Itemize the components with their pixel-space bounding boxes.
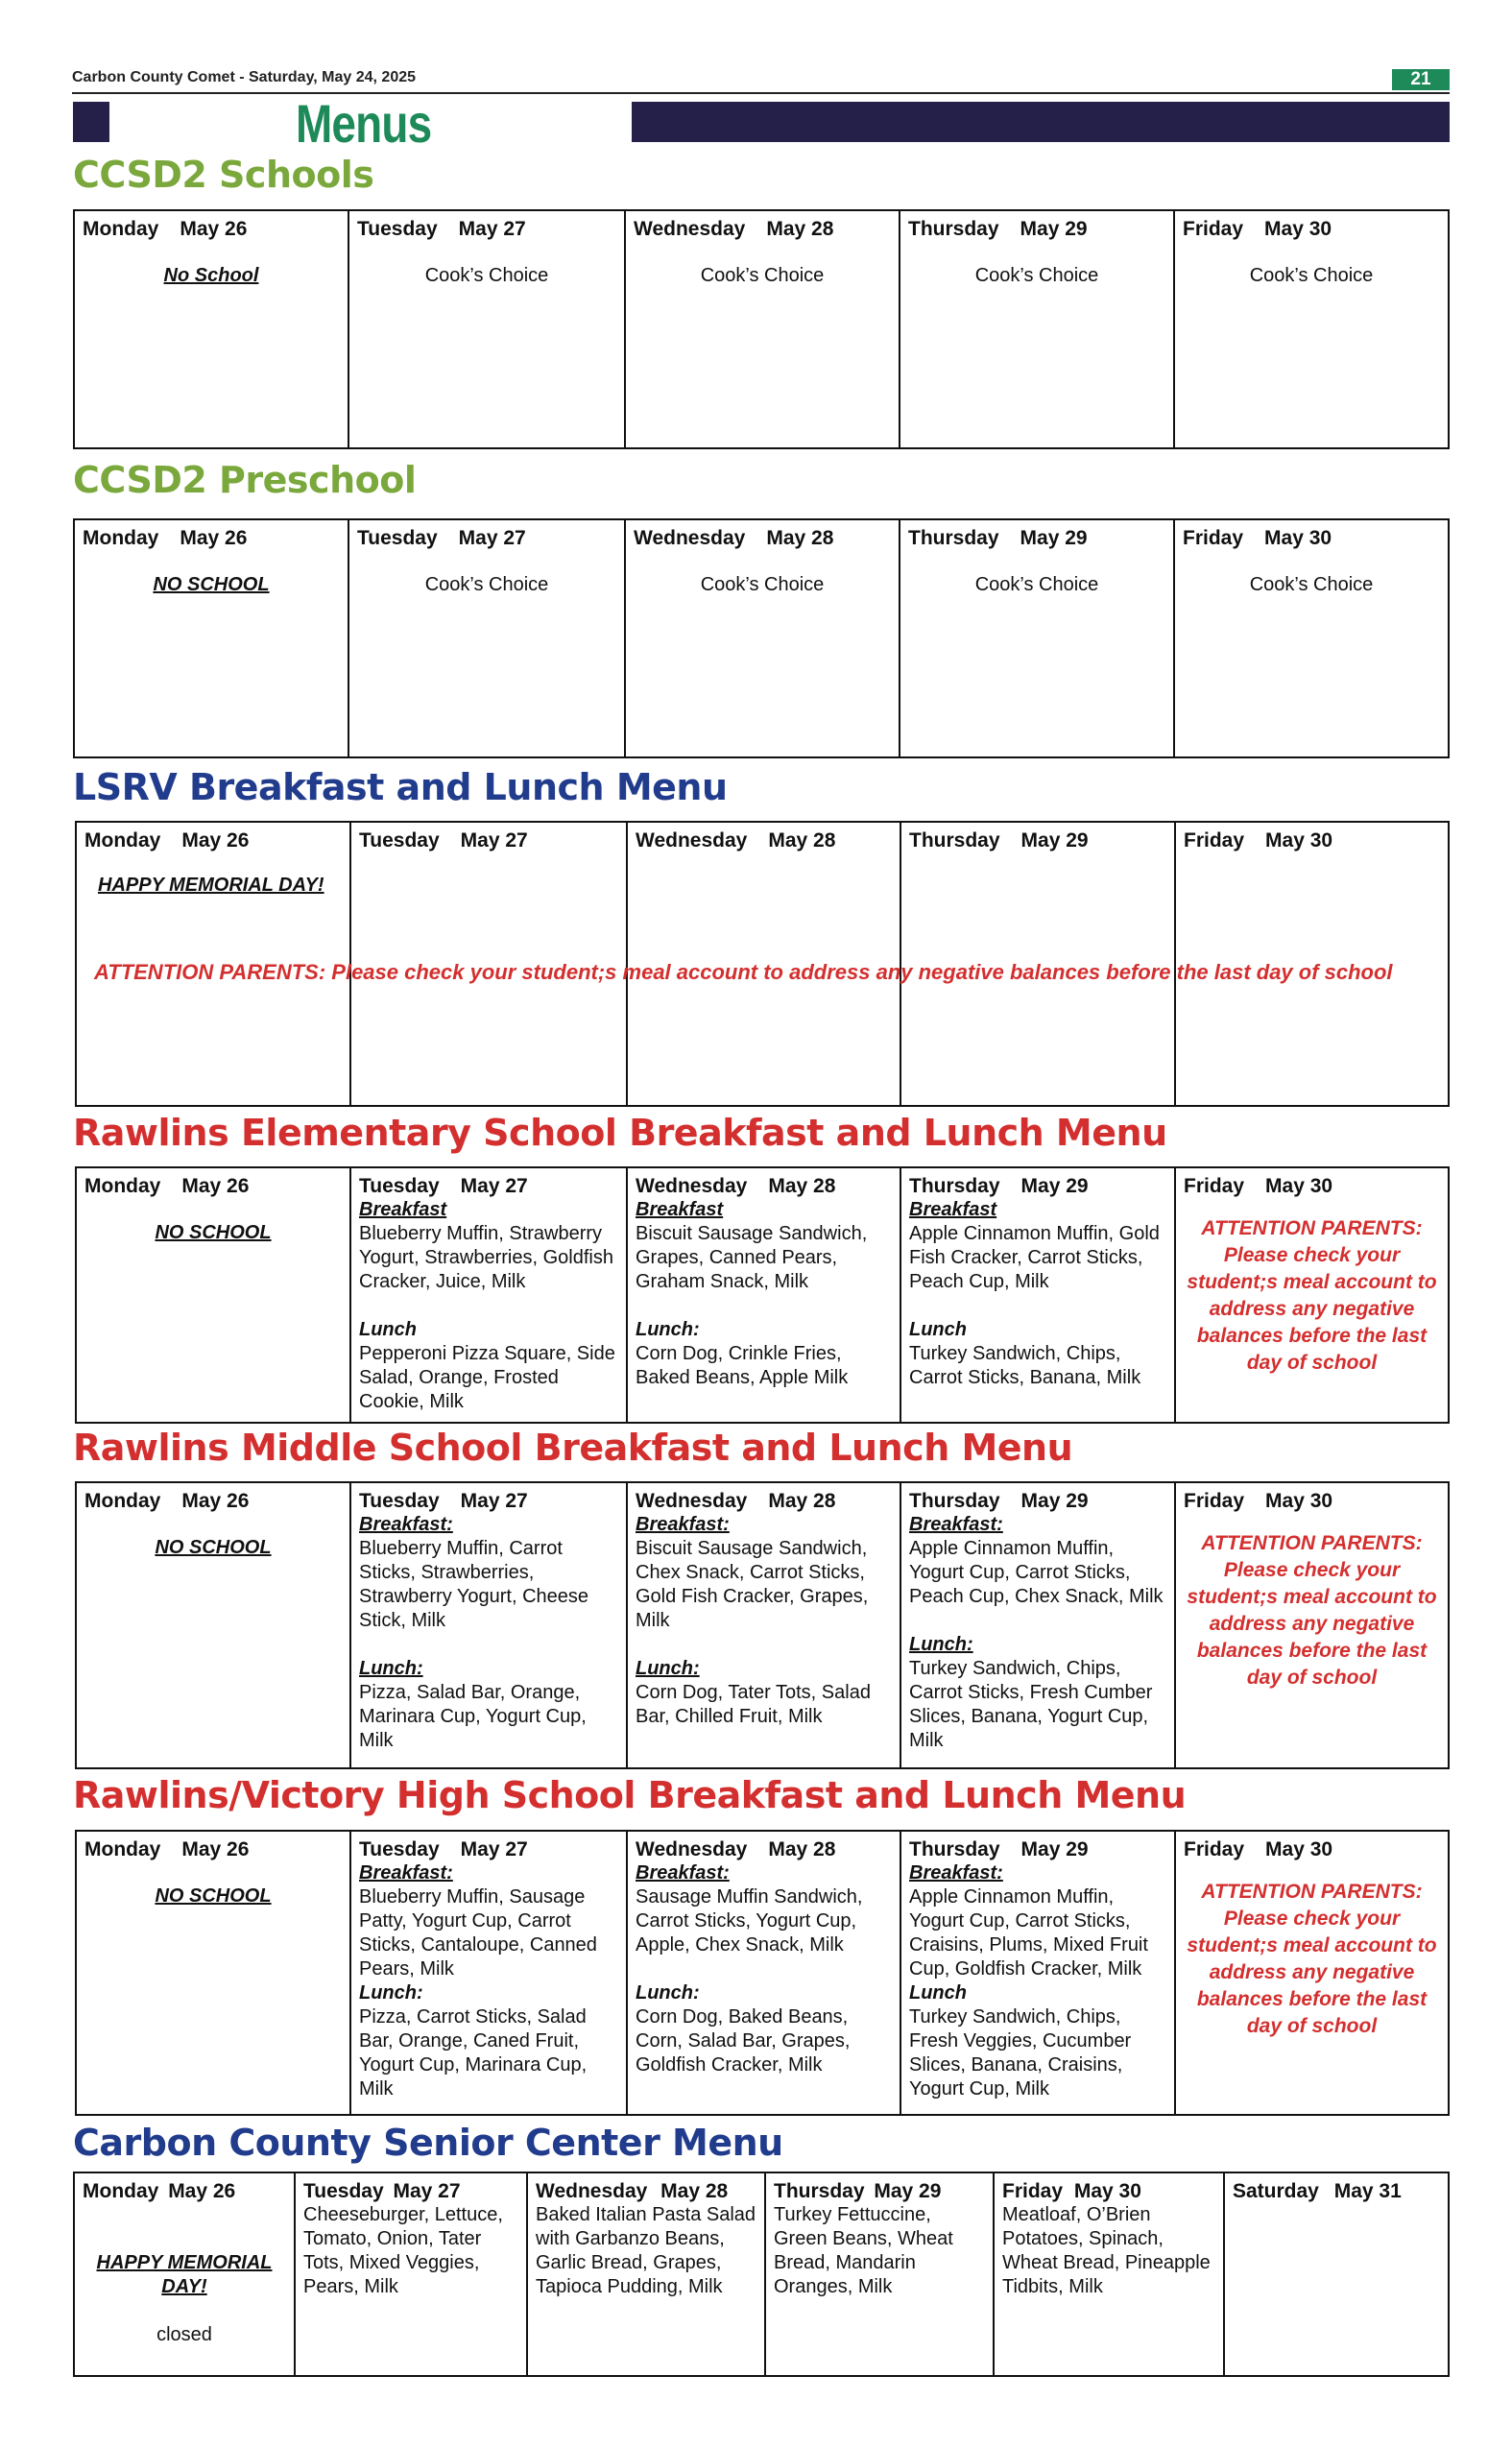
- lunch-label: Lunch:: [636, 1658, 700, 1679]
- breakfast-label: Breakfast:: [636, 1514, 730, 1535]
- day-cell: [901, 1832, 1176, 2114]
- day-cell: [75, 211, 349, 447]
- day-cell: [75, 520, 349, 756]
- lunch-items: Turkey Sandwich, Chips, Fresh Veggies, Cucumber Slices, Banana, Craisins, Yogurt Cup, Milk: [909, 2006, 1132, 2100]
- day-date: May 26: [180, 218, 248, 240]
- page-title: Menus: [296, 93, 432, 154]
- day-name: Friday: [1183, 218, 1244, 240]
- day-cell: [528, 2173, 766, 2375]
- attention-parents-note: ATTENTION PARENTS: Please check your student;s meal account to address any negative balances before the last day of school: [1187, 1881, 1437, 2037]
- menu-table-ccsd2-schools: [73, 209, 1450, 449]
- breakfast-items: Biscuit Sausage Sandwich, Chex Snack, Carrot Sticks, Gold Fish Cracker, Grapes, Milk: [636, 1538, 869, 1631]
- day-date: May 30: [1073, 2180, 1141, 2202]
- lunch-items: Corn Dog, Baked Beans, Corn, Salad Bar, Grapes, Goldfish Cracker, Milk: [636, 2006, 851, 2076]
- section-title-lsrv: LSRV Breakfast and Lunch Menu: [73, 766, 728, 808]
- breakfast-label: Breakfast:: [359, 1862, 453, 1884]
- title-bar-left: [73, 102, 109, 142]
- no-school-note: NO SCHOOL: [155, 1222, 272, 1243]
- menu-table-rawlins-elementary: [75, 1166, 1450, 1424]
- breakfast-items: Blueberry Muffin, Strawberry Yogurt, Strawberries, Goldfish Cracker, Juice, Milk: [359, 1223, 613, 1292]
- lunch-label: Lunch:: [636, 1319, 700, 1340]
- day-cell: [628, 1168, 901, 1422]
- breakfast-label: Breakfast:: [636, 1862, 730, 1884]
- lunch-label: Lunch:: [636, 1982, 700, 2004]
- day-name: Friday: [1184, 829, 1245, 852]
- day-date: May 26: [168, 2180, 236, 2202]
- day-name: Tuesday: [359, 829, 440, 852]
- section-title-senior-center: Carbon County Senior Center Menu: [73, 2122, 783, 2164]
- day-name: Tuesday: [357, 527, 438, 549]
- day-date: May 29: [1020, 1175, 1089, 1197]
- lunch-items: Turkey Sandwich, Chips, Carrot Sticks, Banana, Milk: [909, 1343, 1141, 1388]
- day-cell: [901, 1168, 1176, 1422]
- day-name: Thursday: [909, 1175, 1000, 1197]
- no-school-note: NO SCHOOL: [155, 1885, 272, 1907]
- day-date: May 26: [180, 527, 248, 549]
- menu-table-rawlins-middle: [75, 1481, 1450, 1769]
- day-name: Saturday: [1233, 2180, 1319, 2202]
- breakfast-label: Breakfast:: [909, 1514, 1003, 1535]
- day-name: Friday: [1183, 527, 1244, 549]
- day-date: May 30: [1265, 829, 1333, 852]
- publication-line: Carbon County Comet - Saturday, May 24, 2025: [72, 69, 417, 85]
- holiday-note: HAPPY MEMORIAL DAY!: [98, 875, 324, 896]
- day-name: Monday: [84, 1838, 161, 1860]
- day-cell: [1175, 211, 1448, 447]
- lunch-label: Lunch:: [359, 1982, 423, 2004]
- breakfast-items: Blueberry Muffin, Sausage Patty, Yogurt Cup, Carrot Sticks, Cantaloupe, Canned Pears, Milk: [359, 1886, 597, 1980]
- closed-note: closed: [156, 2324, 212, 2345]
- day-date: May 28: [766, 527, 834, 549]
- day-name: Monday: [83, 527, 159, 549]
- day-name: Tuesday: [357, 218, 438, 240]
- day-name: Thursday: [774, 2180, 865, 2202]
- day-cell: [766, 2173, 995, 2375]
- day-date: May 27: [460, 1838, 528, 1860]
- breakfast-items: Apple Cinnamon Muffin, Yogurt Cup, Carrot Sticks, Peach Cup, Chex Snack, Milk: [909, 1538, 1164, 1607]
- day-date: May 26: [181, 829, 250, 852]
- day-date: May 27: [460, 829, 528, 852]
- day-cell: [900, 211, 1175, 447]
- section-title-ccsd2-preschool: CCSD2 Preschool: [73, 459, 417, 501]
- day-name: Thursday: [909, 829, 1000, 852]
- day-cell: [901, 1483, 1176, 1767]
- day-name: Tuesday: [359, 1838, 440, 1860]
- day-date: May 27: [393, 2180, 461, 2202]
- menu-text: Baked Italian Pasta Salad with Garbanzo Beans, Garlic Bread, Grapes, Tapioca Pudding, Milk: [536, 2204, 756, 2297]
- day-name: Wednesday: [636, 1175, 748, 1197]
- holiday-note: HAPPY MEMORIAL DAY!: [96, 2252, 273, 2297]
- day-cell: [77, 1832, 351, 2114]
- menu-text: Turkey Fettuccine, Green Beans, Wheat Bread, Mandarin Oranges, Milk: [774, 2204, 953, 2297]
- breakfast-label: Breakfast: [359, 1199, 447, 1220]
- day-name: Friday: [1002, 2180, 1064, 2202]
- breakfast-label: Breakfast: [636, 1199, 724, 1220]
- day-date: May 30: [1265, 1838, 1333, 1860]
- breakfast-label: Breakfast:: [359, 1514, 453, 1535]
- day-cell: [995, 2173, 1225, 2375]
- day-name: Wednesday: [636, 1490, 748, 1512]
- menu-table-rawlins-high: [75, 1830, 1450, 2116]
- menu-text: Cook’s Choice: [1249, 574, 1374, 595]
- day-date: May 30: [1264, 527, 1332, 549]
- day-cell: [349, 520, 626, 756]
- attention-parents-note: ATTENTION PARENTS: Please check your student;s meal account to address any negative balances before the last day of school: [1187, 1532, 1437, 1689]
- day-name: Wednesday: [636, 1838, 748, 1860]
- day-name: Friday: [1184, 1838, 1245, 1860]
- menu-text: Cook’s Choice: [700, 574, 825, 595]
- day-name: Wednesday: [636, 829, 748, 852]
- lunch-items: Corn Dog, Crinkle Fries, Baked Beans, Apple Milk: [636, 1343, 849, 1388]
- menu-table-senior-center: [73, 2172, 1450, 2377]
- day-cell: [626, 520, 900, 756]
- day-date: May 28: [768, 1175, 836, 1197]
- day-cell: [1176, 1832, 1448, 2114]
- day-cell: [351, 1483, 628, 1767]
- day-name: Thursday: [908, 218, 999, 240]
- menu-text: Cook’s Choice: [1249, 265, 1374, 286]
- day-name: Monday: [83, 2180, 159, 2202]
- no-school-note: NO SCHOOL: [155, 1537, 272, 1558]
- day-cell: [75, 2173, 296, 2375]
- no-school-note: NO SCHOOL: [153, 574, 270, 595]
- day-date: May 29: [874, 2180, 942, 2202]
- day-date: May 30: [1265, 1175, 1333, 1197]
- lunch-label: Lunch: [359, 1319, 417, 1340]
- lunch-label: Lunch:: [909, 1634, 973, 1655]
- day-date: May 28: [768, 1838, 836, 1860]
- day-name: Tuesday: [359, 1175, 440, 1197]
- lunch-label: Lunch: [909, 1982, 967, 2004]
- day-date: May 29: [1020, 829, 1089, 852]
- day-cell: [1175, 520, 1448, 756]
- day-name: Monday: [84, 829, 161, 852]
- day-date: May 31: [1333, 2180, 1402, 2202]
- day-name: Tuesday: [303, 2180, 384, 2202]
- day-date: May 30: [1264, 218, 1332, 240]
- lunch-items: Pepperoni Pizza Square, Side Salad, Orange, Frosted Cookie, Milk: [359, 1343, 615, 1412]
- menu-text: Cook’s Choice: [974, 265, 1099, 286]
- section-title-rawlins-middle: Rawlins Middle School Breakfast and Lunch Menu: [73, 1427, 1073, 1469]
- day-cell: [626, 211, 900, 447]
- day-date: May 29: [1020, 218, 1088, 240]
- menu-text: Meatloaf, O’Brien Potatoes, Spinach, Wheat Bread, Pineapple Tidbits, Milk: [1002, 2204, 1211, 2297]
- day-cell: [1176, 1168, 1448, 1422]
- breakfast-items: Apple Cinnamon Muffin, Yogurt Cup, Carrot Sticks, Craisins, Plums, Mixed Fruit Cup, Goldfish Cracker, Milk: [909, 1886, 1148, 1980]
- lunch-label: Lunch: [909, 1319, 967, 1340]
- day-date: May 27: [460, 1175, 528, 1197]
- day-cell: [628, 1483, 901, 1767]
- masthead: [72, 69, 1450, 94]
- day-name: Monday: [84, 1490, 161, 1512]
- day-cell: [351, 1168, 628, 1422]
- day-name: Monday: [83, 218, 159, 240]
- day-cell: [77, 1168, 351, 1422]
- section-title-ccsd2-schools: CCSD2 Schools: [73, 154, 374, 196]
- day-cell: [900, 520, 1175, 756]
- day-name: Wednesday: [634, 527, 746, 549]
- section-title-rawlins-high: Rawlins/Victory High School Breakfast and Lunch Menu: [73, 1774, 1187, 1816]
- menu-text: Cook’s Choice: [974, 574, 1099, 595]
- lunch-label: Lunch:: [359, 1658, 423, 1679]
- lunch-items: Pizza, Salad Bar, Orange, Marinara Cup, Yogurt Cup, Milk: [359, 1682, 587, 1751]
- lunch-items: Turkey Sandwich, Chips, Carrot Sticks, Fresh Cumber Slices, Banana, Yogurt Cup, Milk: [909, 1658, 1153, 1751]
- no-school-note: No School: [163, 265, 259, 286]
- breakfast-items: Apple Cinnamon Muffin, Gold Fish Cracker, Carrot Sticks, Peach Cup, Milk: [909, 1223, 1160, 1292]
- menu-table-ccsd2-preschool: [73, 518, 1450, 758]
- attention-parents-note: ATTENTION PARENTS: Please check your student;s meal account to address any negative balances before the last day of school: [1187, 1217, 1437, 1374]
- lunch-items: Pizza, Carrot Sticks, Salad Bar, Orange, Caned Fruit, Yogurt Cup, Marinara Cup, Milk: [359, 2006, 588, 2100]
- day-date: May 28: [766, 218, 834, 240]
- day-cell: [628, 1832, 901, 2114]
- breakfast-items: Blueberry Muffin, Carrot Sticks, Strawberries, Strawberry Yogurt, Cheese Stick, Milk: [359, 1538, 589, 1631]
- title-bar-right: [632, 102, 1450, 142]
- day-date: May 27: [458, 218, 526, 240]
- menu-text: Cook’s Choice: [700, 265, 825, 286]
- day-cell: [1225, 2173, 1448, 2375]
- day-date: May 26: [181, 1490, 250, 1512]
- day-cell: [349, 211, 626, 447]
- day-date: May 29: [1020, 1490, 1089, 1512]
- day-date: May 27: [458, 527, 526, 549]
- day-date: May 27: [460, 1490, 528, 1512]
- day-name: Thursday: [908, 527, 999, 549]
- day-cell: [296, 2173, 528, 2375]
- breakfast-items: Biscuit Sausage Sandwich, Grapes, Canned Pears, Graham Snack, Milk: [636, 1223, 868, 1292]
- day-date: May 28: [768, 1490, 836, 1512]
- breakfast-label: Breakfast: [909, 1199, 997, 1220]
- menu-text: Cheeseburger, Lettuce, Tomato, Onion, Tater Tots, Mixed Veggies, Pears, Milk: [303, 2204, 503, 2297]
- menu-text: Cook’s Choice: [424, 574, 549, 595]
- section-title-rawlins-elementary: Rawlins Elementary School Breakfast and Lunch Menu: [73, 1112, 1167, 1154]
- menu-text: Cook’s Choice: [424, 265, 549, 286]
- attention-parents-banner: ATTENTION PARENTS: Please check your student;s meal account to address any negative balances before the last day of school: [94, 960, 1393, 984]
- day-name: Friday: [1184, 1490, 1245, 1512]
- day-name: Wednesday: [634, 218, 746, 240]
- day-cell: [77, 1483, 351, 1767]
- day-name: Monday: [84, 1175, 161, 1197]
- day-cell: [1176, 1483, 1448, 1767]
- day-date: May 26: [181, 1838, 250, 1860]
- day-name: Wednesday: [536, 2180, 648, 2202]
- day-cell: [351, 1832, 628, 2114]
- day-name: Tuesday: [359, 1490, 440, 1512]
- day-name: Friday: [1184, 1175, 1245, 1197]
- day-date: May 26: [181, 1175, 250, 1197]
- day-name: Thursday: [909, 1490, 1000, 1512]
- day-name: Thursday: [909, 1838, 1000, 1860]
- breakfast-items: Sausage Muffin Sandwich, Carrot Sticks, Yogurt Cup, Apple, Chex Snack, Milk: [636, 1886, 863, 1956]
- day-date: May 28: [660, 2180, 729, 2202]
- page-number: 21: [1392, 69, 1450, 90]
- day-date: May 29: [1020, 527, 1088, 549]
- day-date: May 29: [1020, 1838, 1089, 1860]
- day-date: May 28: [768, 829, 836, 852]
- breakfast-label: Breakfast:: [909, 1862, 1003, 1884]
- day-date: May 30: [1265, 1490, 1333, 1512]
- lunch-items: Corn Dog, Tater Tots, Salad Bar, Chilled Fruit, Milk: [636, 1682, 871, 1727]
